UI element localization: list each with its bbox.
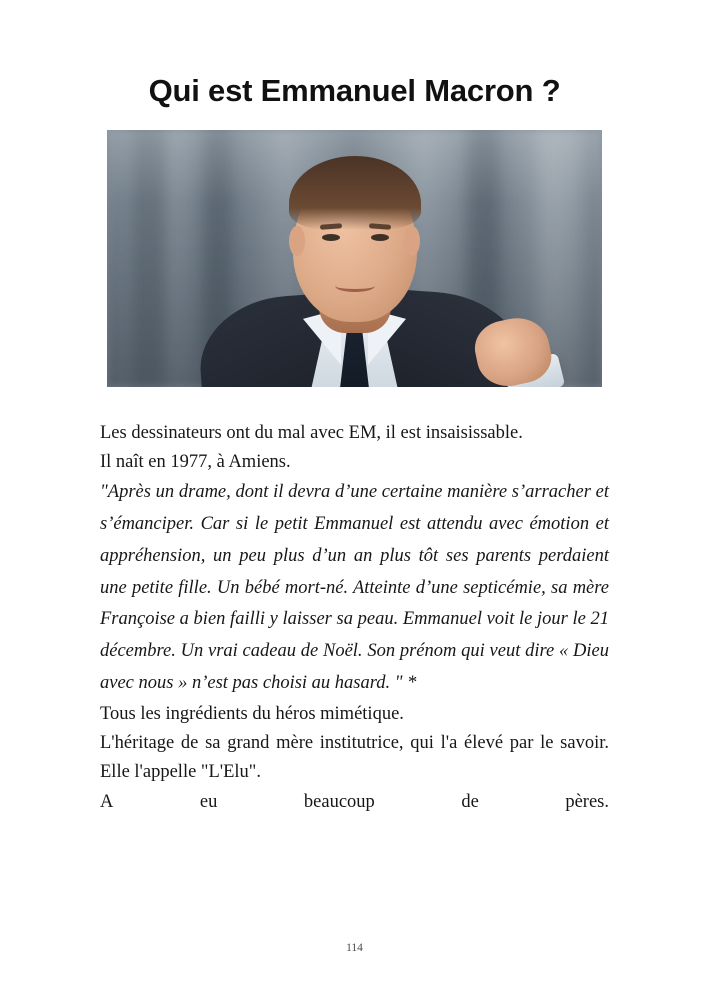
block-quote: "Après un drame, dont il devra d’une certaine manière s’arracher et s’émanciper. Car si le petit Emmanuel est attendu avec émotion et appréhension, un peu plus d’un an plus tôt ses parents perdaient une petite fille. Un bébé mort-né. Atteinte d’une septicémie, sa mère Françoise a bien failli y laisser sa peau. Emmanuel voit le jour le 21 décembre. Un vrai cadeau de Noël. Son prénom qui veut dire « Dieu avec nous » n’est pas choisi au hasard. " * — [100, 482, 609, 694]
mouth — [335, 280, 375, 292]
spread-word: beaucoup — [303, 791, 375, 812]
photo-canvas — [107, 130, 602, 387]
eye-right — [371, 234, 389, 241]
spread-word: pères. — [565, 791, 609, 812]
paragraph: Tous les ingrédients du héros mimétique. — [100, 703, 404, 724]
spread-word: eu — [199, 791, 218, 812]
ear-right — [404, 226, 420, 256]
ear-left — [289, 226, 305, 256]
paragraph: Il naît en 1977, à Amiens. — [100, 451, 291, 472]
eye-left — [322, 234, 340, 241]
page-number: 114 — [346, 942, 363, 954]
paragraph-spread — [100, 788, 609, 817]
spread-word: A — [100, 791, 114, 812]
paragraph: Les dessinateurs ont du mal avec EM, il est insaisissable. — [100, 422, 523, 443]
portrait-photo — [107, 130, 602, 387]
body-text — [100, 419, 609, 817]
paragraph: L'héritage de sa grand mère institutrice, qui l'a élevé par le savoir. Elle l'appelle "L'Elu". — [100, 733, 609, 783]
page-title: Qui est Emmanuel Macron ? — [148, 73, 561, 108]
spread-word: de — [461, 791, 479, 812]
